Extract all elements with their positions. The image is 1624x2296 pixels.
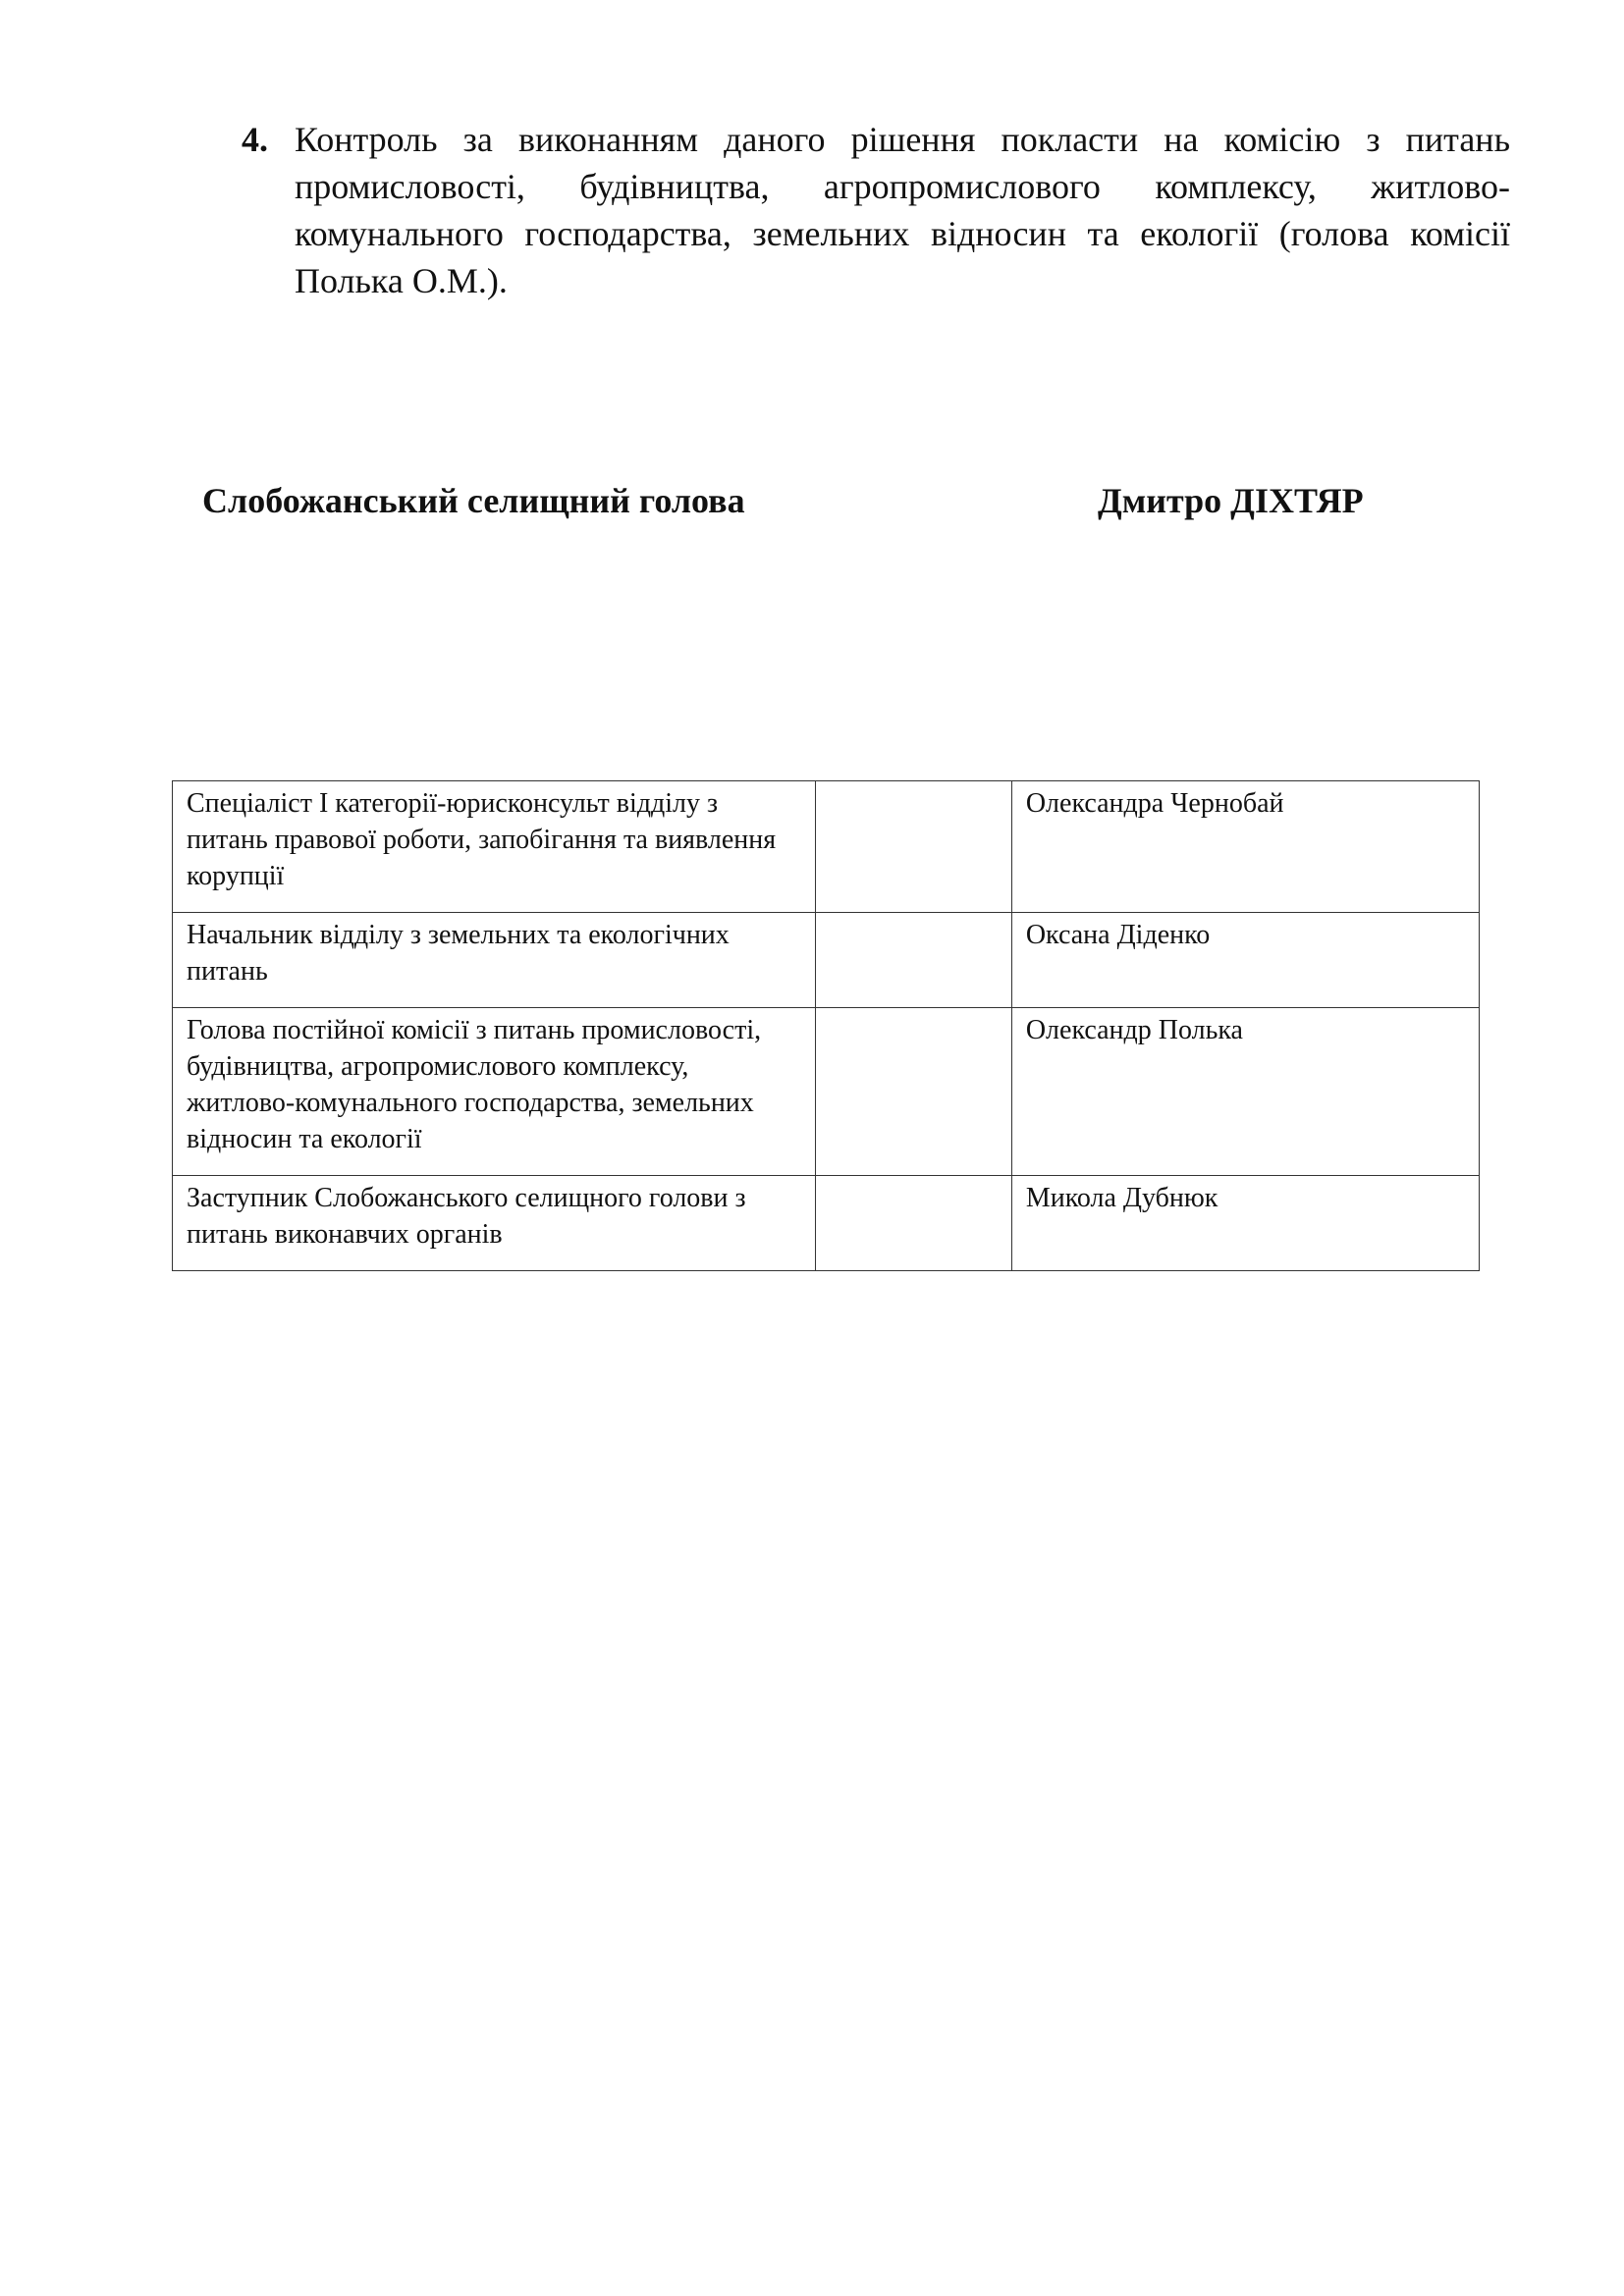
- approver-position: Заступник Слобожанського селищного голови з питань виконавчих органів: [173, 1176, 816, 1271]
- paragraph-number: 4.: [242, 120, 268, 159]
- table-row: [173, 913, 1480, 1008]
- approver-position: Начальник відділу з земельних та екологічних питань: [173, 913, 816, 1008]
- approver-name: Оксана Діденко: [1011, 913, 1479, 1008]
- approvals-table: [172, 780, 1480, 1271]
- approver-signature-cell: [816, 1176, 1011, 1271]
- paragraph-text: Контроль за виконанням даного рішення покласти на комісію з питань промисловості, будівництва, агропромислового комплексу, житлово-комунального господарства, земельних відносин та екології (голова комісії Полька О.М.).: [295, 120, 1510, 300]
- table-row: [173, 781, 1480, 913]
- approver-position: Спеціаліст І категорії-юрисконсульт відділу з питань правової роботи, запобігання та виявлення корупції: [173, 781, 816, 913]
- approver-signature-cell: [816, 1008, 1011, 1176]
- approver-signature-cell: [816, 913, 1011, 1008]
- approver-name: Олександр Полька: [1011, 1008, 1479, 1176]
- numbered-paragraph: [242, 116, 1510, 304]
- signatory-position: Слобожанський селищний голова: [202, 481, 745, 520]
- approver-name: Олександра Чернобай: [1011, 781, 1479, 913]
- approver-position: Голова постійної комісії з питань промисловості, будівництва, агропромислового комплексу, житлово-комунального господарства, земельних відносин та екології: [173, 1008, 816, 1176]
- table-row: [173, 1008, 1480, 1176]
- signatory-name: Дмитро ДІХТЯР: [1098, 481, 1364, 520]
- approver-signature-cell: [816, 781, 1011, 913]
- approver-name: Микола Дубнюк: [1011, 1176, 1479, 1271]
- table-row: [173, 1176, 1480, 1271]
